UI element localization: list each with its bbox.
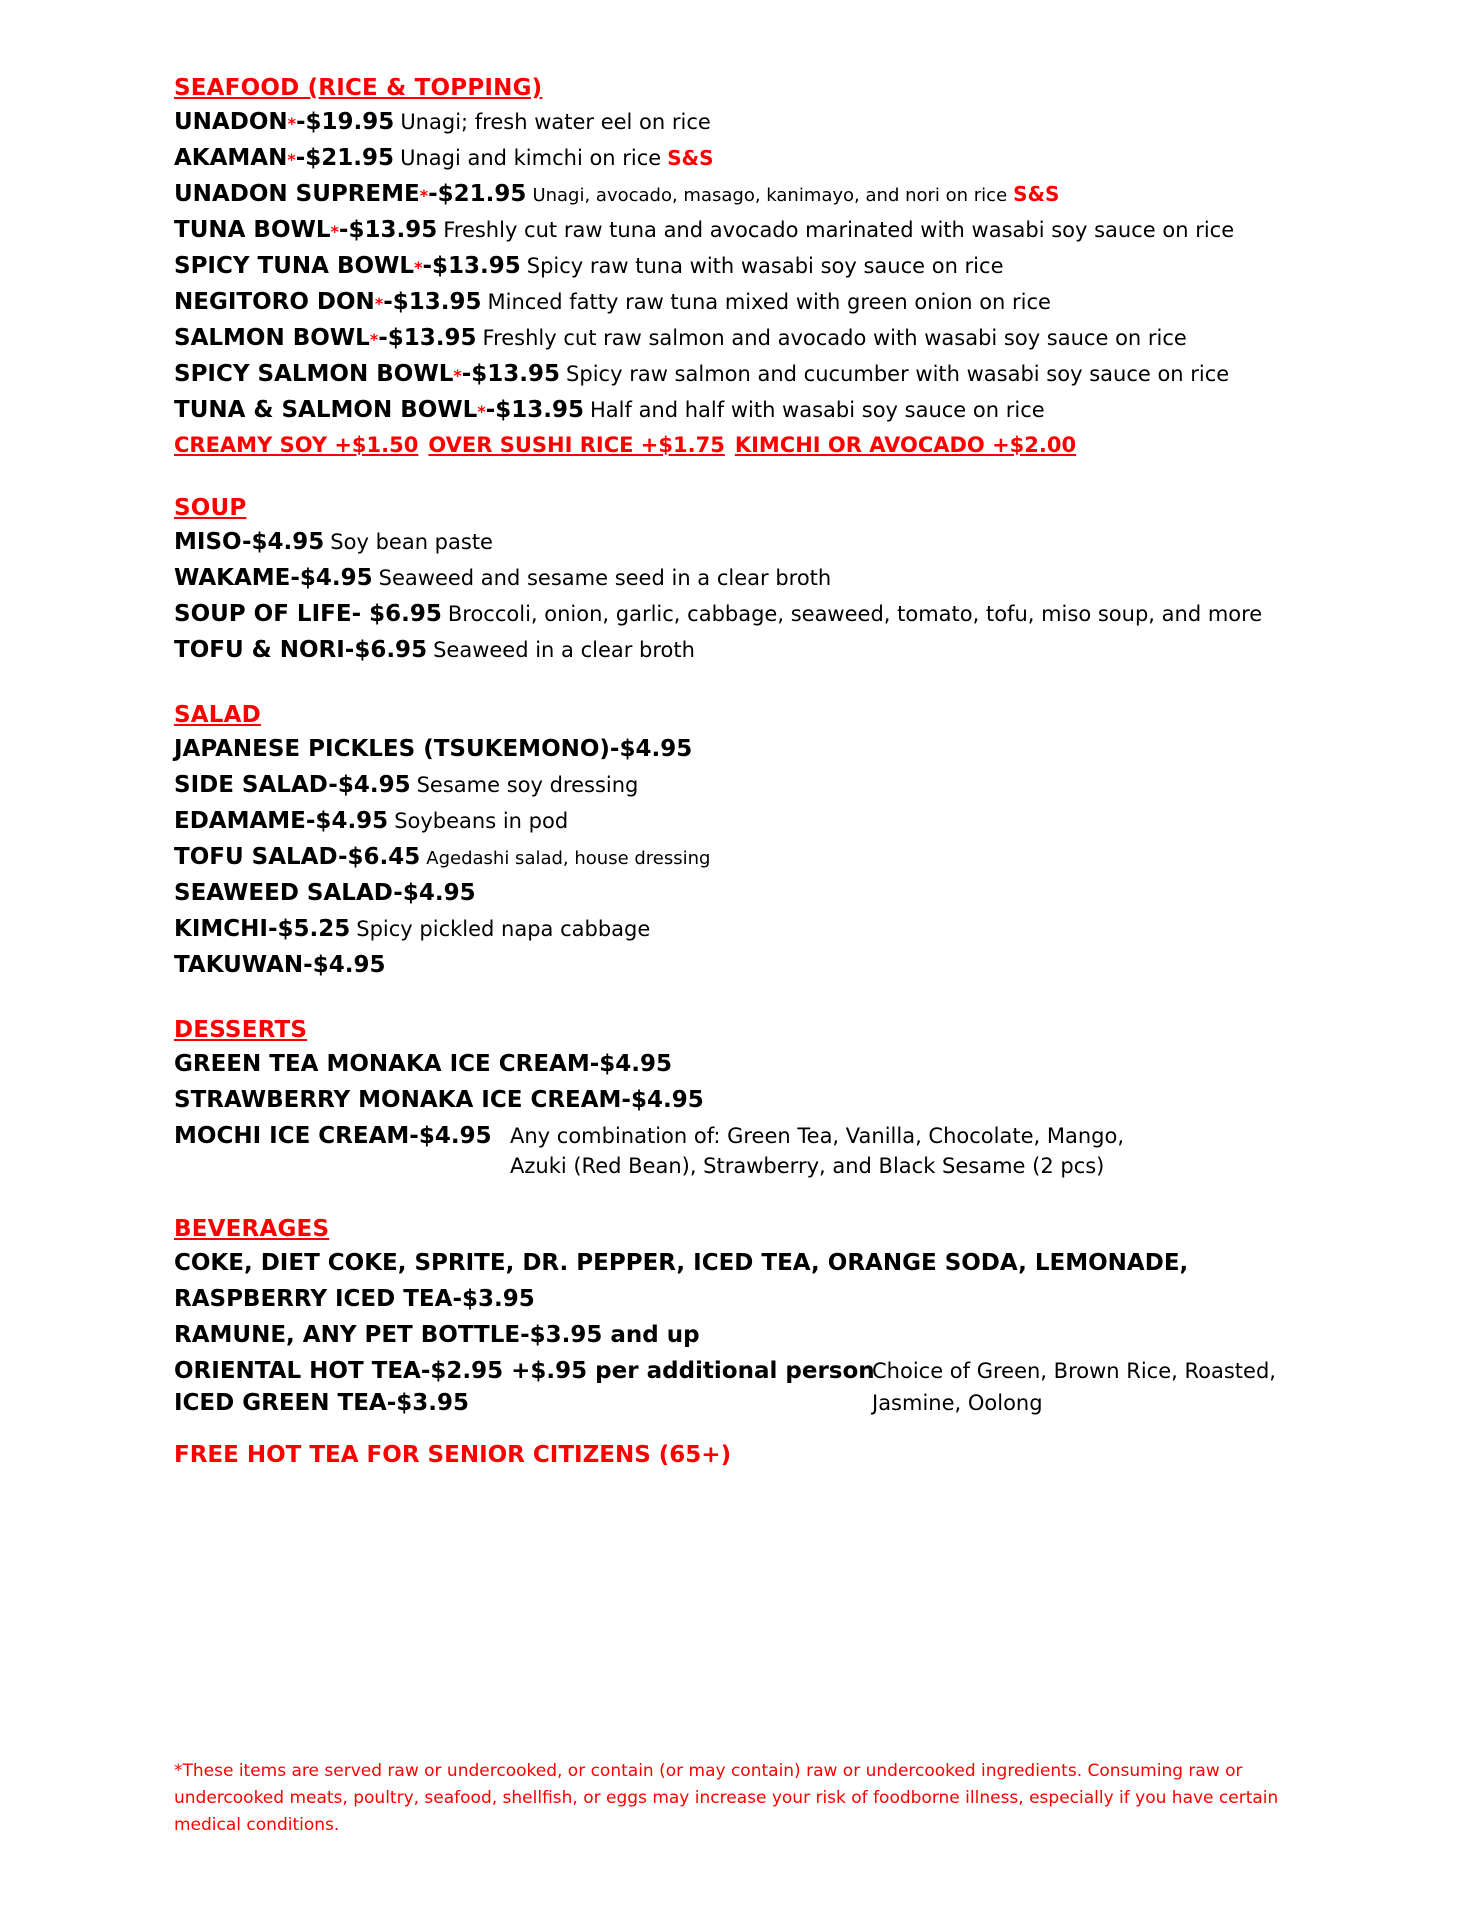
item-desc: Sesame soy dressing [416,773,639,797]
item-price: -$13.95 [338,217,438,243]
item-desc: Spicy raw tuna with wasabi soy sauce on rice [526,254,1004,278]
item-desc: Any combination of: Green Tea, Vanilla, Chocolate, Mango, [510,1124,1124,1148]
desserts-section [174,1014,1314,1183]
item-price: -$21.95 [428,181,527,207]
raw-star: * [287,150,296,169]
item-name: TOFU & NORI-$6.95 [174,637,428,663]
item-price: -$21.95 [295,145,395,171]
item-desc: Jasmine, Oolong [872,1391,1043,1415]
item-price: -$13.95 [378,325,477,351]
raw-star: * [477,402,486,421]
item-name: ICED GREEN TEA-$3.95 [174,1390,470,1416]
item-name: NEGITORO DON [174,289,375,315]
menu-item [174,876,1314,912]
desserts-heading: DESSERTS [174,1017,308,1043]
item-name: RAMUNE, ANY PET BOTTLE-$3.95 and up [174,1322,700,1348]
menu-item [174,105,1314,141]
menu-item [174,285,1314,321]
item-name: JAPANESE PICKLES (TSUKEMONO)-$4.95 [174,736,693,762]
item-name: SIDE SALAD-$4.95 [174,772,411,798]
item-desc: Spicy raw salmon and cucumber with wasabi soy sauce on rice [566,362,1230,386]
item-desc: Choice of Green, Brown Rice, Roasted, [872,1359,1276,1383]
item-desc: Spicy pickled napa cabbage [356,917,651,941]
item-name: ORIENTAL HOT TEA-$2.95 +$.95 per additional person [174,1358,875,1384]
addon-creamy-soy: CREAMY SOY +$1.50 [174,433,419,457]
item-price: -$19.95 [296,109,395,135]
item-name: SPICY TUNA BOWL [174,253,415,279]
item-name: SOUP OF LIFE- $6.95 [174,601,442,627]
item-name: TUNA BOWL [174,217,331,243]
item-name: TUNA & SALMON BOWL [174,397,478,423]
menu-item [174,393,1314,429]
item-name: AKAMAN [174,145,288,171]
item-desc: Half and half with wasabi soy sauce on rice [590,398,1045,422]
seafood-heading: SEAFOOD (RICE & TOPPING) [174,75,543,101]
menu-item [174,1246,1314,1282]
item-desc: Seaweed and sesame seed in a clear broth [378,566,832,590]
item-name: STRAWBERRY MONAKA ICE CREAM-$4.95 [174,1087,704,1113]
menu-item [174,321,1314,357]
item-desc: Freshly cut raw tuna and avocado marinated with wasabi soy sauce on rice [443,218,1235,242]
item-name: GREEN TEA MONAKA ICE CREAM-$4.95 [174,1051,673,1077]
free-tea-notice: FREE HOT TEA FOR SENIOR CITIZENS (65+) [174,1442,732,1468]
menu-item [174,1282,1314,1318]
item-price: -$13.95 [485,397,584,423]
menu-item [174,1318,1314,1354]
addon-sushi-rice: OVER SUSHI RICE +$1.75 [428,433,725,457]
item-name: MISO-$4.95 [174,529,325,555]
menu-item [174,597,1314,633]
item-desc: Broccoli, onion, garlic, cabbage, seaweed, tomato, tofu, miso soup, and more [447,602,1263,626]
ss-tag: S&S [1013,182,1060,206]
menu-item [174,1083,1314,1119]
item-desc: Unagi and kimchi on rice [400,146,662,170]
item-desc: Seaweed in a clear broth [433,638,695,662]
raw-star: * [287,114,296,133]
item-name: SEAWEED SALAD-$4.95 [174,880,476,906]
menu-item [174,912,1314,948]
item-name: SALMON BOWL [174,325,370,351]
menu-item [174,177,1314,213]
menu-item [174,141,1314,177]
beverages-heading: BEVERAGES [174,1216,330,1242]
item-desc: Freshly cut raw salmon and avocado with wasabi soy sauce on rice [482,326,1187,350]
item-name: MOCHI ICE CREAM-$4.95 [174,1123,492,1149]
salad-heading: SALAD [174,702,261,728]
menu-item [174,561,1314,597]
item-name: RASPBERRY ICED TEA-$3.95 [174,1286,535,1312]
item-name: UNADON [174,109,288,135]
seafood-section [174,72,1314,462]
menu-page [174,72,1314,1472]
menu-item [174,948,1314,984]
menu-item [174,1047,1314,1083]
raw-star: * [419,186,429,205]
menu-item [174,840,1314,876]
item-price: -$13.95 [383,289,482,315]
menu-item [174,213,1314,249]
item-name: EDAMAME-$4.95 [174,808,389,834]
addon-kimchi-avocado: KIMCHI OR AVOCADO +$2.00 [734,433,1077,457]
menu-item [174,633,1314,669]
item-name: SPICY SALMON BOWL [174,361,454,387]
item-desc: Unagi, avocado, masago, kanimayo, and nori on rice [532,185,1008,206]
item-desc: Agedashi salad, house dressing [426,848,711,869]
item-price: -$13.95 [422,253,521,279]
raw-star: * [369,330,379,349]
soup-heading: SOUP [174,495,247,521]
menu-item [174,732,1314,768]
raw-star: * [414,258,423,277]
seafood-addons [174,429,1314,462]
raw-star: * [374,294,384,313]
beverages-section [174,1213,1314,1420]
menu-item [174,525,1314,561]
item-name: TAKUWAN-$4.95 [174,952,386,978]
menu-item-mochi [174,1119,1314,1183]
salad-section [174,699,1314,984]
menu-item [174,357,1314,393]
item-name: KIMCHI-$5.25 [174,916,351,942]
ss-tag: S&S [667,146,714,170]
raw-star: * [453,366,462,385]
item-desc: Soybeans in pod [394,809,569,833]
item-name: TOFU SALAD-$6.45 [174,844,421,870]
raw-star: * [330,222,339,241]
item-desc: Azuki (Red Bean), Strawberry, and Black Sesame (2 pcs) [510,1154,1105,1178]
item-desc: Unagi; fresh water eel on rice [400,110,711,134]
item-name: COKE, DIET COKE, SPRITE, DR. PEPPER, ICED TEA, ORANGE SODA, LEMONADE, [174,1250,1189,1276]
item-name: UNADON SUPREME [174,181,420,207]
item-name: WAKAME-$4.95 [174,565,373,591]
item-desc: Minced fatty raw tuna mixed with green onion on rice [487,290,1051,314]
tea-items [174,1354,1314,1420]
menu-item [174,249,1314,285]
menu-item [174,804,1314,840]
item-price: -$13.95 [461,361,561,387]
soup-section [174,492,1314,669]
menu-item [174,768,1314,804]
item-desc: Soy bean paste [330,530,493,554]
raw-food-disclaimer: *These items are served raw or undercooked, or contain (or may contain) raw or undercooked ingredients. Consuming raw or undercooked meats, poultry, seafood, shellfish, or eggs may increase your risk of foodborne illness, especially if you have certain medical conditions. [174,1761,1279,1835]
